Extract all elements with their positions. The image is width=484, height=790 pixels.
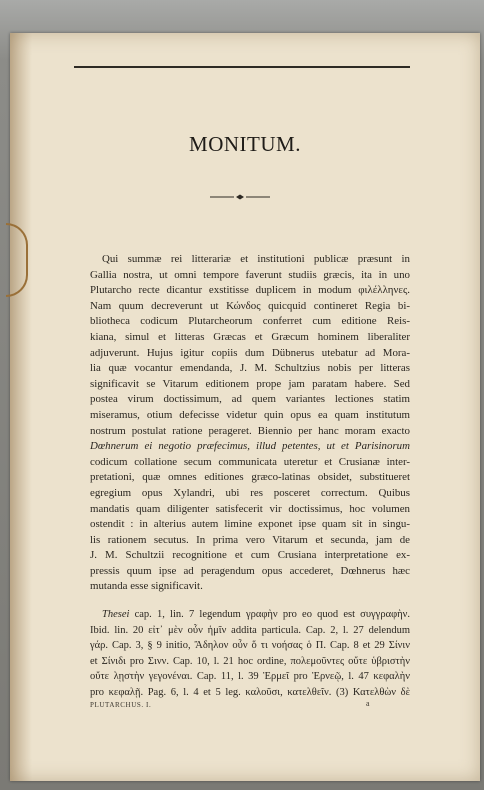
note-line: Ibid. lin. 20 εἰτ᾽ μὲν οὖν ἡμῖν addita particula. Cap. 2, l. 27 delendum [90, 624, 410, 636]
monitum-body [90, 252, 410, 595]
body-line: mandatis quam diligenter satisfecerit vir doctissimus, hoc volumen [90, 502, 410, 515]
body-line: egregium opus Xylandri, ubi res posceret correctum. Quibus [90, 486, 410, 499]
body-line: lia quæ vocantur emendanda, J. M. Schultzius nobis per litteras [90, 362, 410, 375]
note-line: γάρ. Cap. 3, § 9 initio, Ἄδηλον οὖν ὅ τι νοήσας ὁ Π. Cap. 8 et 29 Σίνιν [90, 640, 410, 652]
body-line: Nam quum decreverunt ut Κώνδος quicquid contineret Regia bi- [90, 299, 410, 312]
body-line: mutanda esse significavit. [90, 580, 203, 593]
body-line: miseramus, otium defecisse videtur quin opus ea quam institutum [90, 408, 410, 421]
note-line: Thesei cap. 1, lin. 7 legendum γραφὴν pro eo quod est συγγραφὴν. [102, 609, 410, 620]
body-line: Plutarcho recte dicantur exstitisse duplicem in modum φιλέλληνες. [90, 284, 410, 297]
body-line: Dœhnerum ei negotio præfecimus, illud petentes, ut et Parisinorum [90, 440, 410, 453]
signature-mark: PLUTARCHUS. I. [90, 701, 152, 709]
body-line: pressis quum ipse ad peragendum opus accederet, Dœhnerus hæc [90, 564, 410, 577]
body-line: Gallia nostra, ut omni tempore faverunt studiis græcis, ita in uno [90, 268, 410, 281]
body-line: pretationi, quæ omnes editiones græco-latinas obsidet, substitueret [90, 471, 410, 484]
body-line: adjuverunt. Hujus igitur copiis dum Dübnerus utebatur ad Mora- [90, 346, 410, 359]
bookmark-ribbon [6, 223, 28, 297]
body-line: J. M. Schultzii recognitione et cum Crusiana interpretatione ex- [90, 549, 410, 562]
body-line: codicum collatione secum communicata uteretur et Crusianæ inter- [90, 455, 410, 468]
body-line: significavit se Vitarum editionem prope jam paratam habere. Sed [90, 377, 410, 390]
body-line: kiana, simul et litteras Græcas et Græcum hominem liberaliter [90, 330, 410, 343]
book-page [10, 33, 480, 781]
body-line: ostendit : in alterius autem limine exponet ipse quam sit in singu- [90, 518, 410, 531]
note-line: et Σίνιδι pro Σινν. Cap. 10, l. 21 hoc ordine, πολεμοῦντες οὔτε ὑβριστὴν [90, 655, 410, 667]
note-line: οὔτε λῃστὴν γεγονέναι. Cap. 11, l. 39 Ἑρμεῖ pro Ἑρνεῷ, l. 47 κεφαλὴν [90, 671, 410, 683]
body-line: Qui summæ rei litterariæ et institutioni publicæ præsunt in [102, 253, 410, 265]
body-line: bliotheca codicum Plutarcheorum conferret cum editione Reis- [90, 315, 410, 328]
page-footer [90, 701, 410, 715]
title-ornament-icon [210, 194, 270, 200]
body-line: nostrum postulat ratione perageret. Biennio per hanc moram exacto [90, 424, 410, 437]
body-line: lis rationem secutus. In prima vero Vitarum et secunda, jam de [90, 533, 410, 546]
gathering-letter: a [366, 699, 371, 708]
body-line: postea virum doctissimum, ad quem variantes lectiones statim [90, 393, 410, 406]
note-line: pro κεφαλῇ. Pag. 6, l. 4 et 5 leg. καλοῦσι, κατελθεῖν. (3) Κατελθὼν δὲ [90, 686, 410, 698]
header-rule [74, 66, 410, 68]
corrections-notes [90, 607, 410, 701]
page-title: MONITUM. [189, 132, 301, 156]
